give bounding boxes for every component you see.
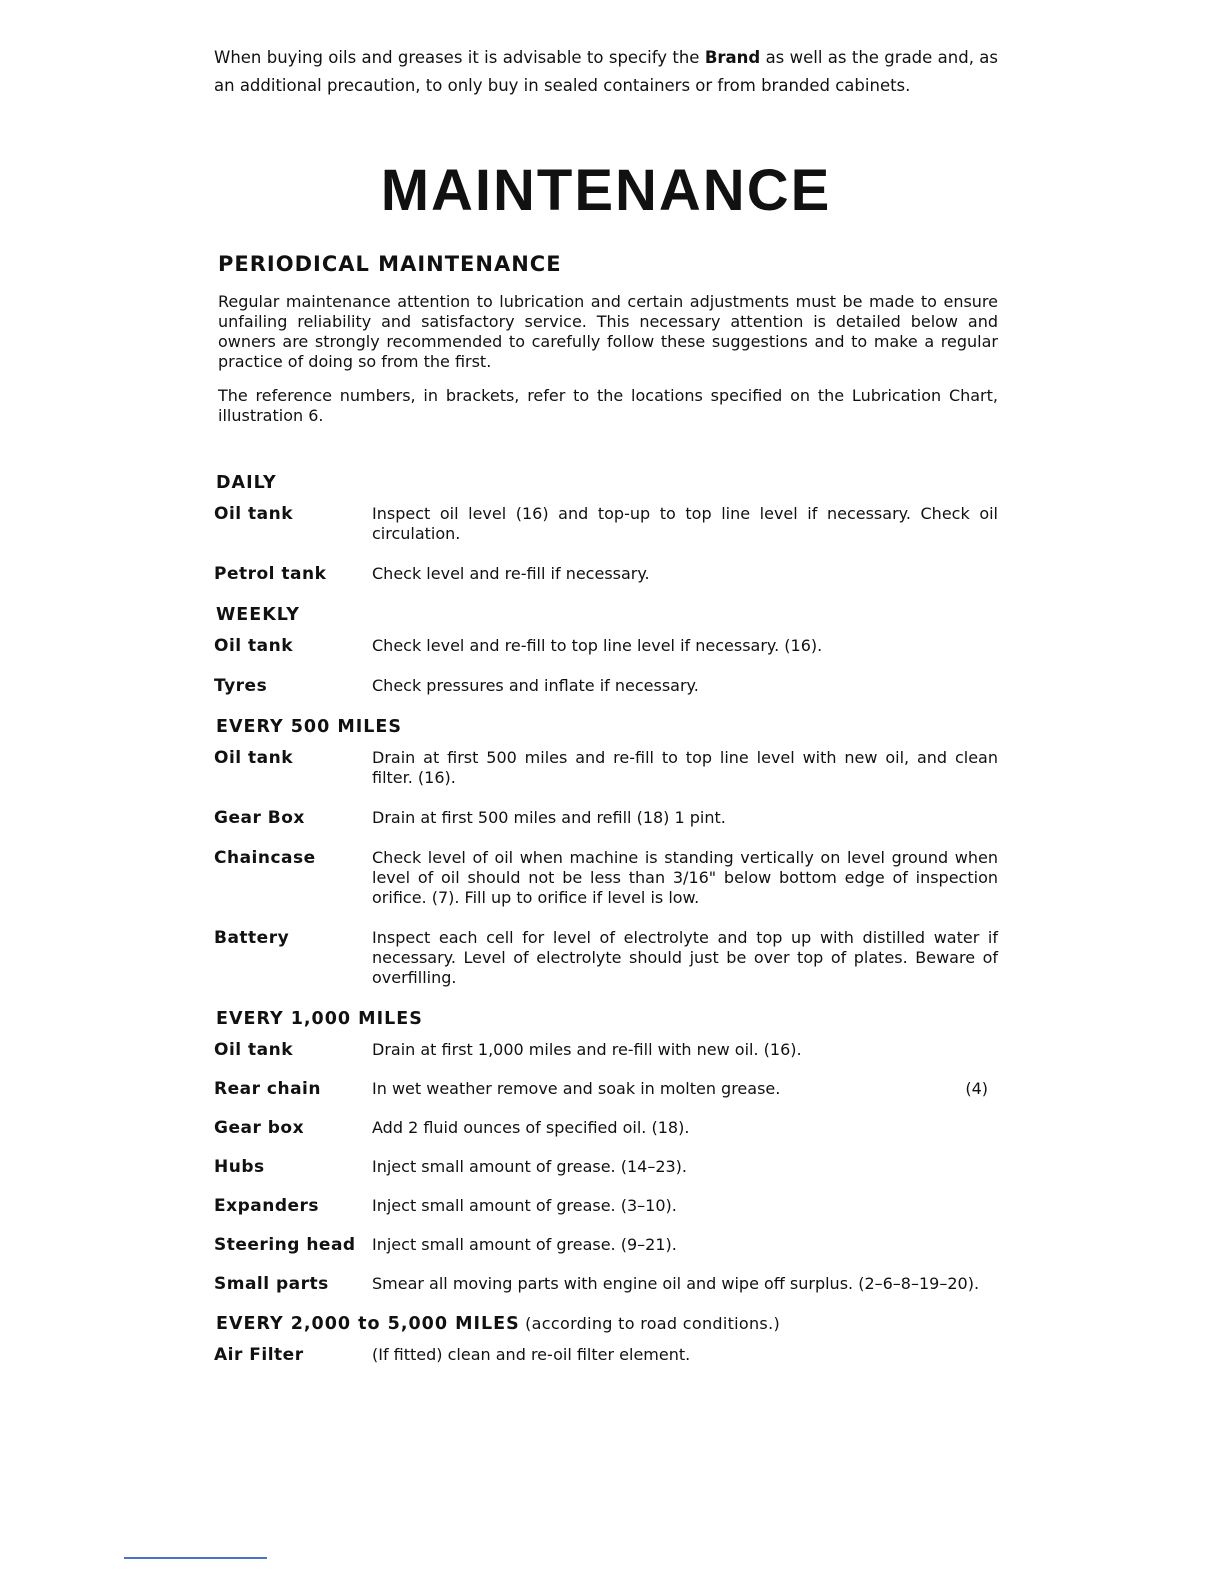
item-name: Oil tank: [214, 636, 294, 656]
section-heading: EVERY 1,000 MILES: [216, 1009, 423, 1029]
item-description: Inject small amount of grease. (14–23).: [372, 1157, 688, 1176]
list-item: [214, 848, 998, 908]
item-description: Drain at first 1,000 miles and re-fill with new oil. (16).: [372, 1040, 802, 1059]
section-every-500-miles: [214, 716, 998, 988]
footer-divider: [124, 1557, 267, 1559]
item-description: Inject small amount of grease. (3–10).: [372, 1196, 677, 1215]
list-item: [214, 636, 998, 656]
list-item: [214, 1118, 998, 1138]
item-description: (If fitted) clean and re-oil filter element.: [372, 1345, 691, 1364]
list-item: [214, 928, 998, 988]
intro-brand: Brand: [704, 48, 761, 67]
paragraph-reference-numbers: The reference numbers, in brackets, refer to the locations specified on the Lubrication Chart, illustration 6.: [218, 386, 998, 425]
item-name: Hubs: [214, 1157, 265, 1177]
list-item: [214, 748, 998, 788]
item-description: Check level and re-fill to top line level if necessary. (16).: [372, 636, 823, 655]
section-subtitle: PERIODICAL MAINTENANCE: [218, 252, 562, 276]
item-name: Tyres: [214, 676, 268, 696]
intro-text-1: When buying oils and greases it is advisable to specify the: [214, 48, 705, 67]
section-heading: DAILY: [216, 473, 277, 493]
paragraph-regular-maintenance: Regular maintenance attention to lubrication and certain adjustments must be made to ensure unfailing reliability and satisfactory service. This necessary attention is detailed below and owners are strongly recommended to carefully follow these suggestions and to make a regular practice of doing so from the first.: [218, 292, 998, 371]
section-heading-note: (according to road conditions.): [519, 1314, 780, 1333]
item-name: Battery: [214, 928, 290, 948]
item-name: Oil tank: [214, 504, 294, 524]
item-description: Smear all moving parts with engine oil and wipe off surplus. (2–6–8–19–20).: [372, 1274, 980, 1293]
item-description: Add 2 fluid ounces of specified oil. (18).: [372, 1118, 690, 1137]
list-item: [214, 1040, 998, 1060]
list-item: [214, 564, 998, 584]
item-description: Check pressures and inflate if necessary.: [372, 676, 699, 695]
list-item: [214, 504, 998, 544]
item-reference-number: (4): [965, 1079, 988, 1098]
item-name: Gear Box: [214, 808, 305, 828]
item-name: Air Filter: [214, 1345, 304, 1365]
item-name: Small parts: [214, 1274, 329, 1294]
item-name: Gear box: [214, 1118, 305, 1138]
item-name: Oil tank: [214, 1040, 294, 1060]
item-description: Drain at first 500 miles and re-fill to top line level with new oil, and clean filter. (16).: [372, 748, 998, 787]
section-heading: WEEKLY: [216, 605, 300, 625]
item-name: Steering head: [214, 1235, 356, 1255]
item-description-text: In wet weather remove and soak in molten grease.: [372, 1079, 781, 1098]
item-name: Petrol tank: [214, 564, 327, 584]
intro-text-2: as well as the grade and, as an additional precaution, to only buy in sealed containers or from branded cabinets.: [214, 48, 999, 95]
item-description: Inspect each cell for level of electrolyte and top up with distilled water if necessary. Level of electrolyte should just be over top of plates. Beware of overfilling.: [372, 928, 998, 987]
item-description: Check level and re-fill if necessary.: [372, 564, 650, 583]
item-name: Chaincase: [214, 848, 316, 868]
list-item: [214, 1274, 998, 1294]
list-item: [214, 1079, 998, 1099]
intro-paragraph: [214, 44, 998, 100]
list-item: [214, 1235, 998, 1255]
item-description: Drain at first 500 miles and refill (18) 1 pint.: [372, 808, 726, 827]
item-name: Rear chain: [214, 1079, 321, 1099]
item-description: Inspect oil level (16) and top-up to top line level if necessary. Check oil circulation.: [372, 504, 998, 543]
section-every-2000-to-5000-miles: [214, 1313, 998, 1365]
list-item: [214, 1345, 998, 1365]
section-daily: [214, 472, 998, 584]
item-name: Oil tank: [214, 748, 294, 768]
section-every-1000-miles: [214, 1008, 998, 1294]
item-description: Check level of oil when machine is standing vertically on level ground when level of oil should not be less than 3/16" below bottom edge of inspection orifice. (7). Fill up to orifice if level is low.: [372, 848, 998, 907]
section-weekly: [214, 604, 998, 696]
page-title: MAINTENANCE: [380, 158, 832, 223]
list-item: [214, 1157, 998, 1177]
item-description: [372, 1079, 998, 1099]
document-page: [214, 44, 998, 1385]
list-item: [214, 676, 998, 696]
item-description: Inject small amount of grease. (9–21).: [372, 1235, 677, 1254]
item-name: Expanders: [214, 1196, 320, 1216]
list-item: [214, 808, 998, 828]
section-heading-text: EVERY 2,000 to 5,000 MILES: [216, 1314, 520, 1334]
section-heading: [216, 1313, 998, 1335]
list-item: [214, 1196, 998, 1216]
section-heading: EVERY 500 MILES: [216, 717, 402, 737]
